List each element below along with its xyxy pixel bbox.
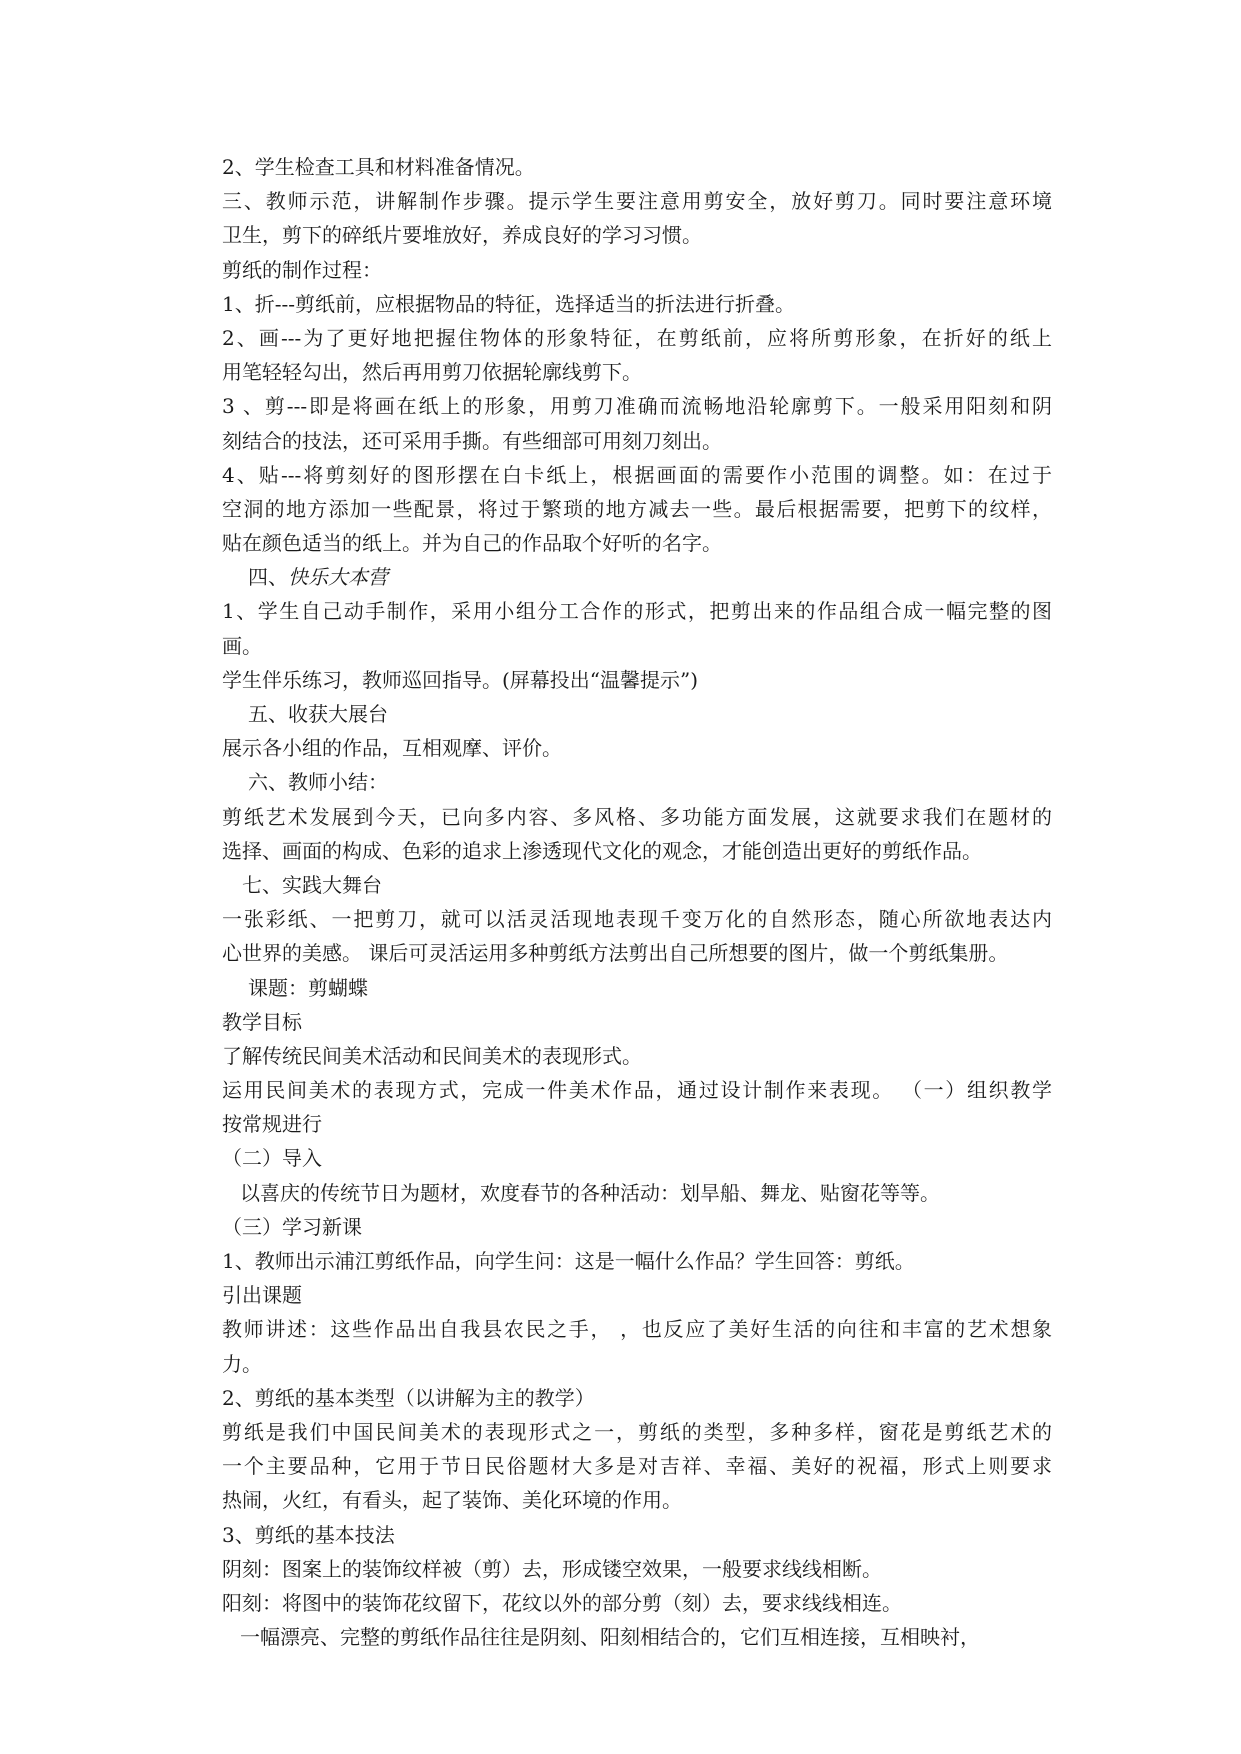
section-number: 四、 [248, 565, 288, 590]
text-line: 卫生，剪下的碎纸片要堆放好，养成良好的学习习惯。 [222, 223, 702, 248]
text-line: 剪纸是我们中国民间美术的表现形式之一，剪纸的类型，多种多样，窗花是剪纸艺术的 [222, 1419, 1052, 1444]
text-line: 2、画---为了更好地把握住物体的形象特征，在剪纸前，应将所剪形象，在折好的纸上 [222, 325, 1052, 350]
text-line: 4、贴---将剪刻好的图形摆在白卡纸上，根据画面的需要作小范围的调整。如：在过于 [222, 462, 1052, 487]
text-line: 学生伴乐练习，教师巡回指导。(屏幕投出“温馨提示”) [222, 667, 699, 692]
text-line: 贴在颜色适当的纸上。并为自己的作品取个好听的名字。 [222, 531, 722, 556]
text-line: 心世界的美感。 课后可灵活运用多种剪纸方法剪出自己所想要的图片，做一个剪纸集册。 [222, 941, 1009, 966]
text-line: 画。 [222, 633, 262, 658]
text-line: 1、学生自己动手制作，采用小组分工合作的形式，把剪出来的作品组合成一幅完整的图 [222, 599, 1052, 624]
text-line: 一张彩纸、一把剪刀，就可以活灵活现地表现千变万化的自然形态，随心所欲地表达内 [222, 907, 1052, 932]
text-line: 空洞的地方添加一些配景，将过于繁琐的地方减去一些。最后根据需要，把剪下的纹样， [222, 496, 1052, 521]
section-heading: 七、实践大舞台 [242, 872, 382, 897]
text-line: 刻结合的技法，还可采用手撕。有些细部可用刻刀刻出。 [222, 428, 722, 453]
document-body [222, 150, 1052, 1654]
text-line: 了解传统民间美术活动和民间美术的表现形式。 [222, 1043, 642, 1068]
text-line: 一个主要品种，它用于节日民俗题材大多是对吉祥、幸福、美好的祝福，形式上则要求 [222, 1454, 1052, 1479]
text-line: 3、剪纸的基本技法 [222, 1522, 395, 1547]
text-line: 阳刻：将图中的装饰花纹留下，花纹以外的部分剪（刻）去，要求线线相连。 [222, 1590, 902, 1615]
text-line: 2、学生检查工具和材料准备情况。 [222, 155, 535, 179]
text-line: 展示各小组的作品，互相观摩、评价。 [222, 736, 562, 761]
text-line: 教学目标 [222, 1009, 302, 1034]
text-line: 按常规进行 [222, 1112, 322, 1137]
text-line: 用笔轻轻勾出，然后再用剪刀依据轮廓线剪下。 [222, 360, 642, 385]
text-line: 选择、画面的构成、色彩的追求上渗透现代文化的观念，才能创造出更好的剪纸作品。 [222, 838, 982, 863]
text-line: 3 、剪---即是将画在纸上的形象，用剪刀准确而流畅地沿轮廓剪下。一般采用阳刻和阴 [222, 394, 1052, 419]
text-line: 剪纸艺术发展到今天，已向多内容、多风格、多功能方面发展，这就要求我们在题材的 [222, 804, 1052, 829]
text-line: 教师讲述：这些作品出自我县农民之手， ，也反应了美好生活的向往和丰富的艺术想象 [222, 1317, 1052, 1342]
text-line: 2、剪纸的基本类型（以讲解为主的教学） [222, 1385, 595, 1410]
text-line: 以喜庆的传统节日为题材，欢度春节的各种活动：划旱船、舞龙、贴窗花等等。 [240, 1180, 940, 1205]
section-heading [222, 560, 1052, 594]
text-line: 三、教师示范，讲解制作步骤。提示学生要注意用剪安全，放好剪刀。同时要注意环境 [222, 189, 1052, 214]
text-line: 力。 [222, 1351, 262, 1376]
text-line: （二）导入 [222, 1146, 322, 1171]
text-line: 一幅漂亮、完整的剪纸作品往往是阴刻、阳刻相结合的，它们互相连接，互相映衬， [240, 1625, 980, 1650]
text-line: 剪纸的制作过程： [222, 257, 382, 282]
text-line: 阴刻：图案上的装饰纹样被（剪）去，形成镂空效果，一般要求线线相断。 [222, 1556, 882, 1581]
text-line: （三）学习新课 [222, 1214, 362, 1239]
text-line: 1、折---剪纸前，应根据物品的特征，选择适当的折法进行折叠。 [222, 291, 795, 316]
section-title: 快乐大本营 [288, 565, 388, 590]
section-heading: 五、收获大展台 [248, 702, 388, 726]
section-heading: 六、教师小结： [248, 770, 388, 795]
text-line: 引出课题 [222, 1283, 302, 1308]
text-line: 1、教师出示浦江剪纸作品，向学生问：这是一幅什么作品？学生回答：剪纸。 [222, 1249, 915, 1273]
text-line: 热闹，火红，有看头，起了装饰、美化环境的作用。 [222, 1488, 682, 1513]
lesson-title: 课题：剪蝴蝶 [248, 975, 368, 1000]
text-line: 运用民间美术的表现方式，完成一件美术作品，通过设计制作来表现。 （一）组织教学 [222, 1078, 1052, 1103]
